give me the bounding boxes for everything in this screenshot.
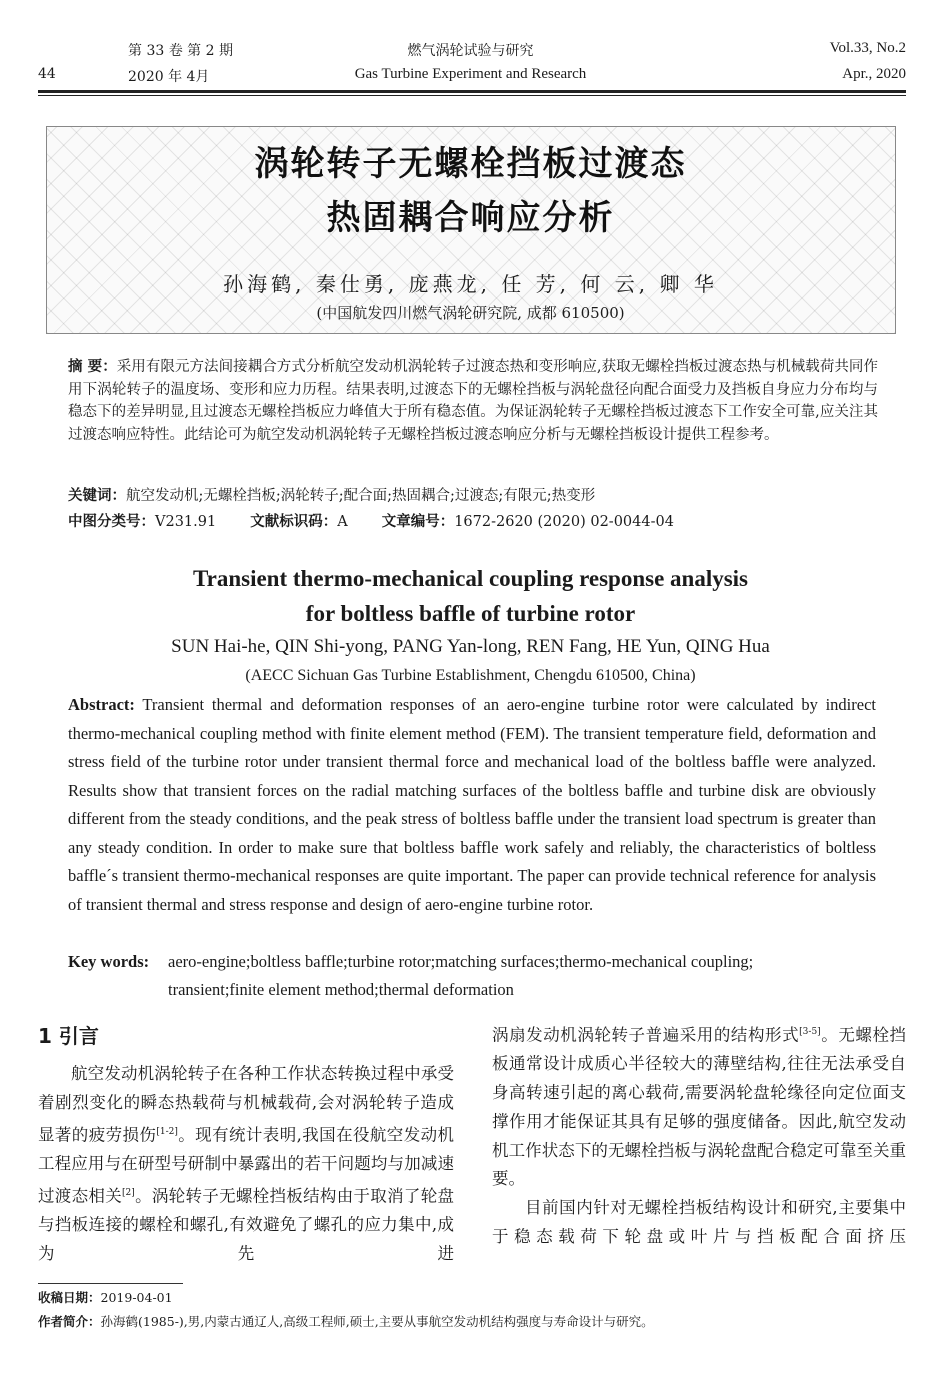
abstract-cn-label: 摘 要： bbox=[68, 359, 117, 375]
title-cn-line1: 涡轮转子无螺栓挡板过渡态 bbox=[254, 144, 687, 184]
body-text: 航空发动机涡轮转子在各种工作状态转换过程中承受着剧烈变化的瞬态热载荷与机械载荷,会对涡轮转子造成显著的疲劳损伤 bbox=[38, 1064, 454, 1145]
title-en-line2: for boltless baffle of turbine rotor bbox=[305, 601, 636, 626]
header-rule bbox=[38, 90, 906, 93]
header-rule-thin bbox=[38, 95, 906, 96]
keywords-en-line1: aero-engine;boltless baffle;turbine rotor;matching surfaces;thermo-mechanical coupling; bbox=[168, 952, 754, 971]
clc-label: 中图分类号： bbox=[68, 514, 155, 530]
body-right-column bbox=[492, 1018, 906, 1252]
abstract-en bbox=[68, 691, 876, 919]
citation: [2] bbox=[122, 1187, 135, 1198]
keywords-cn bbox=[68, 485, 878, 508]
abstract-cn bbox=[68, 356, 878, 446]
body-paragraph bbox=[492, 1018, 906, 1194]
authors-en: SUN Hai-he, QIN Shi-yong, PANG Yan-long, REN Fang, HE Yun, QING Hua bbox=[171, 636, 770, 657]
bio-label: 作者简介： bbox=[38, 1314, 101, 1329]
classification-line bbox=[68, 511, 878, 534]
author-bio bbox=[38, 1312, 654, 1330]
article-number-value: 1672-2620 (2020) 02-0044-04 bbox=[454, 514, 674, 530]
page-number: 44 bbox=[38, 66, 56, 82]
citation: [1-2] bbox=[156, 1126, 178, 1137]
body-paragraph bbox=[38, 1060, 454, 1269]
citation: [3-5] bbox=[799, 1027, 821, 1037]
authors-cn: 孙海鹤, 秦仕勇, 庞燕龙, 任 芳, 何 云, 卿 华 bbox=[223, 272, 718, 296]
keywords-en-label: Key words: bbox=[68, 952, 150, 971]
body-text: 涡扇发动机涡轮转子普遍采用的结构形式 bbox=[492, 1025, 800, 1045]
date-cn: 2020 年 4月 bbox=[128, 69, 210, 85]
received-value: 2019-04-01 bbox=[100, 1290, 173, 1305]
keywords-cn-text: 航空发动机;无螺栓挡板;涡轮转子;配合面;热固耦合;过渡态;有限元;热变形 bbox=[126, 488, 596, 504]
clc-value: V231.91 bbox=[155, 514, 217, 530]
footnote-rule bbox=[38, 1283, 183, 1284]
abstract-en-label: Abstract: bbox=[68, 695, 135, 714]
body-text: 。涡轮转子无螺栓挡板结构由于取消了轮盘与挡板连接的螺栓和螺孔,有效避免了螺孔的应力集中,成为先进 bbox=[38, 1186, 455, 1263]
section-heading: 1 引言 bbox=[38, 1024, 99, 1048]
volume-issue-cn: 第 33 卷 第 2 期 bbox=[128, 43, 233, 59]
doc-code-label: 文献标识码： bbox=[250, 514, 338, 530]
article-number-label: 文章编号： bbox=[381, 514, 455, 530]
received-label: 收稿日期： bbox=[38, 1290, 101, 1305]
received-date bbox=[38, 1288, 173, 1306]
abstract-en-text: Transient thermal and deformation responses of an aero-engine turbine rotor were calculated by indirect thermo-mechanical coupling method with finite element method (FEM). The transient temperature field, deformation and stress field of the turbine rotor under transient thermal force and mechanical load of the boltless baffle were analyzed. Results show that transient forces on the radial matching surfaces of the boltless baffle and turbine disk are obviously different from the steady conditions, and the peak stress of boltless baffle under the transient load spectrum is greater than any steady condition. In order to make sure that boltless baffle work safely and reliably, the characteristics of boltless baffle´s transient thermo-mechanical responses are quite important. The paper can provide technical reference for analysis of transient thermal and stress response and design of aero-engine turbine rotor. bbox=[68, 695, 876, 914]
bio-text: 孙海鹤(1985-),男,内蒙古通辽人,高级工程师,硕士,主要从事航空发动机结构强度与寿命设计与研究。 bbox=[100, 1314, 654, 1329]
body-left-column bbox=[38, 1060, 454, 1269]
affiliation-en: (AECC Sichuan Gas Turbine Establishment, Chengdu 610500, China) bbox=[245, 667, 696, 684]
date-en: Apr., 2020 bbox=[842, 66, 906, 82]
body-text: 。无螺栓挡板通常设计成质心半径较大的薄壁结构,往往无法承受自身高转速引起的离心载荷,需要涡轮盘轮缘径向定位面支撑作用才能保证其具有足够的强度储备。因此,航空发动机工作状态下的无螺栓挡板与涡轮盘配合稳定可靠至关重要。 bbox=[492, 1025, 907, 1189]
body-text: 。现有统计表明,我国在役航空发动机工程应用与在研型号研制中暴露出的若干问题均与加减速过渡态相关 bbox=[38, 1125, 454, 1206]
keywords-en-line2: transient;finite element method;thermal deformation bbox=[168, 980, 514, 999]
title-en-line1: Transient thermo-mechanical coupling response analysis bbox=[193, 566, 748, 591]
journal-name-en: Gas Turbine Experiment and Research bbox=[354, 66, 587, 82]
body-text: 目前国内针对无螺栓挡板结构设计和研究,主要集中于稳态载荷下轮盘或叶片与挡板配合面挤压 bbox=[492, 1198, 906, 1247]
title-cn-line2: 热固耦合响应分析 bbox=[326, 198, 615, 238]
affiliation-cn: (中国航发四川燃气涡轮研究院, 成都 610500) bbox=[316, 304, 625, 322]
abstract-cn-text: 采用有限元方法间接耦合方式分析航空发动机涡轮转子过渡态热和变形响应,获取无螺栓挡板过渡态热与机械载荷共同作用下涡轮转子的温度场、变形和应力历程。结果表明,过渡态下的无螺栓挡板与涡轮盘径向配合面受力及挡板自身应力分布均与稳态下的差异明显,且过渡态无螺栓挡板应力峰值大于所有稳态值。为保证涡轮转子无螺栓挡板过渡态下工作安全可靠,应关注其过渡态响应特性。此结论可为航空发动机涡轮转子无螺栓挡板过渡态响应分析与无螺栓挡板设计提供工程参考。 bbox=[68, 359, 878, 443]
keywords-cn-label: 关键词： bbox=[68, 488, 126, 504]
keywords-en bbox=[68, 948, 876, 1004]
journal-name-cn: 燃气涡轮试验与研究 bbox=[407, 43, 534, 59]
doc-code-value: A bbox=[337, 514, 348, 530]
body-paragraph bbox=[492, 1194, 906, 1252]
volume-issue-en: Vol.33, No.2 bbox=[829, 40, 906, 56]
